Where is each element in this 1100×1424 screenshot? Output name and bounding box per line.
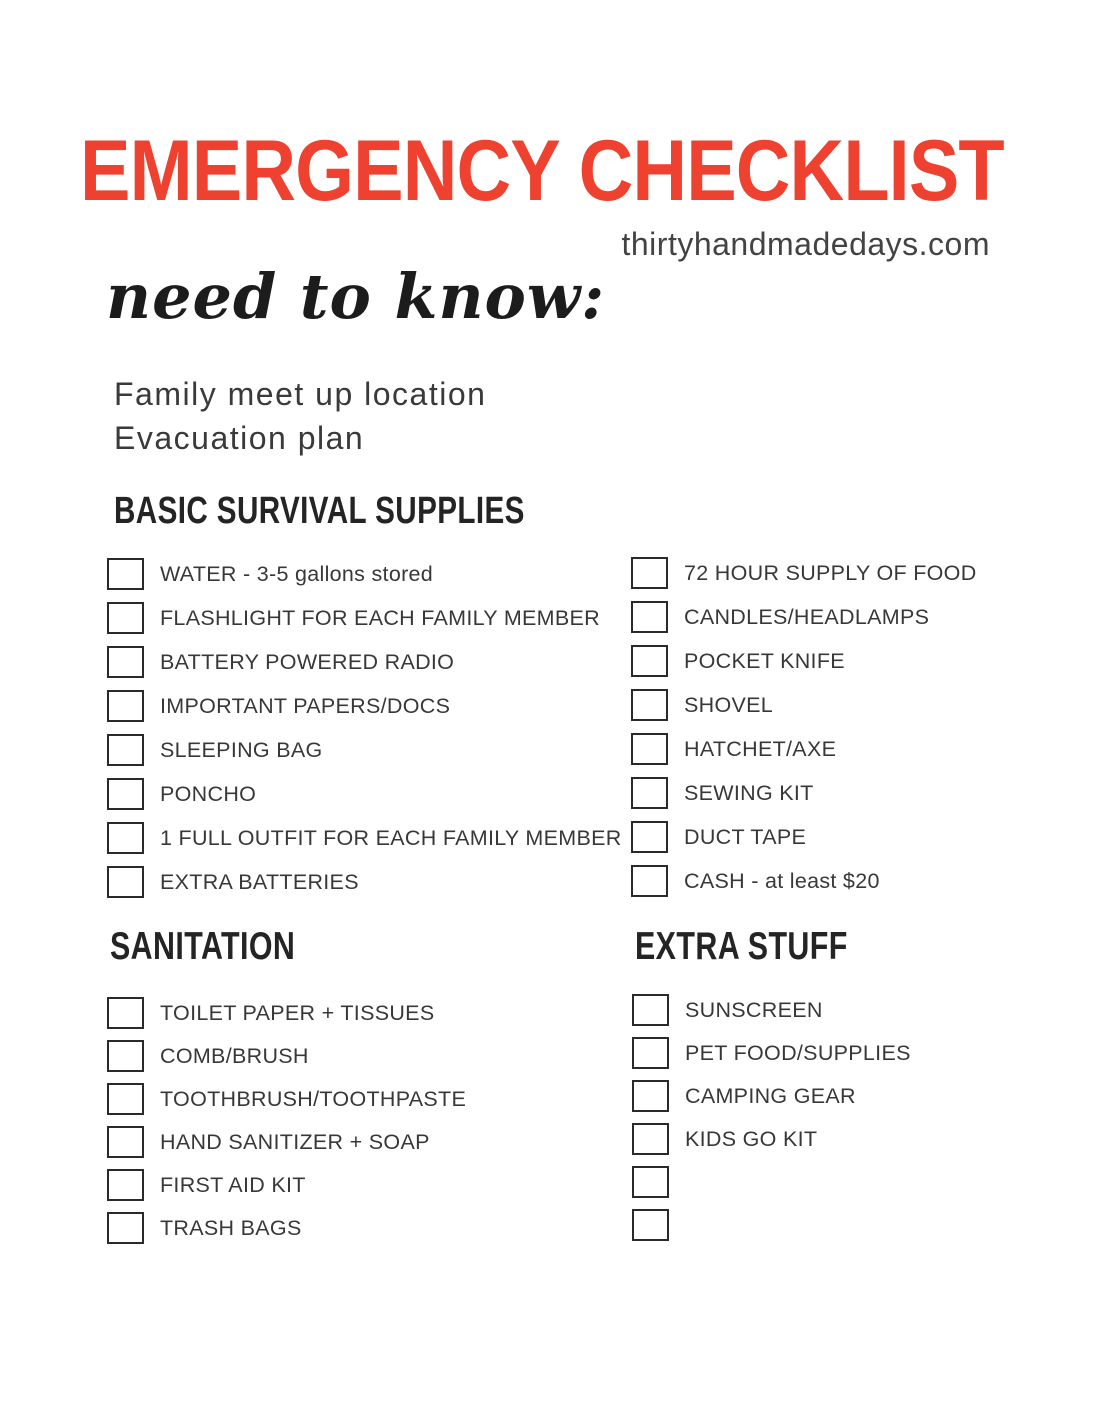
item-label: WATER - 3-5 gallons stored	[160, 561, 434, 586]
checklist-row	[632, 994, 911, 1026]
checkbox[interactable]	[631, 865, 668, 897]
item-label: SEWING KIT	[684, 780, 814, 805]
checkbox[interactable]	[107, 1083, 144, 1115]
basic-supplies-left-column	[107, 558, 622, 898]
item-label: SHOVEL	[684, 692, 774, 717]
checkbox[interactable]	[632, 1037, 669, 1069]
item-label: CAMPING GEAR	[685, 1083, 856, 1108]
checkbox[interactable]	[632, 1166, 669, 1198]
checkbox[interactable]	[631, 733, 668, 765]
item-label: TOOTHBRUSH/TOOTHPASTE	[160, 1086, 467, 1111]
sanitation-column	[107, 997, 466, 1244]
page-title: EMERGENCY CHECKLIST	[80, 123, 1004, 219]
checklist-row	[107, 1126, 466, 1158]
checklist-row	[631, 865, 977, 897]
checkbox[interactable]	[107, 1040, 144, 1072]
checklist-row	[107, 778, 622, 810]
checkbox[interactable]	[631, 601, 668, 633]
checkbox[interactable]	[107, 602, 144, 634]
checklist-row	[107, 1083, 466, 1115]
checkbox[interactable]	[631, 689, 668, 721]
checklist-row	[107, 690, 622, 722]
checkbox[interactable]	[632, 1123, 669, 1155]
checklist-row	[107, 602, 622, 634]
checkbox[interactable]	[107, 690, 144, 722]
checklist-row	[631, 777, 977, 809]
section-heading-sanitation: SANITATION	[110, 925, 296, 968]
checklist-row	[631, 689, 977, 721]
item-label: SUNSCREEN	[685, 997, 823, 1022]
item-label: CASH - at least $20	[684, 868, 880, 893]
checkbox[interactable]	[107, 1212, 144, 1244]
item-label: COMB/BRUSH	[160, 1043, 309, 1068]
checkbox[interactable]	[107, 1169, 144, 1201]
checklist-row	[107, 734, 622, 766]
checkbox[interactable]	[631, 557, 668, 589]
item-label: IMPORTANT PAPERS/DOCS	[160, 693, 451, 718]
item-label: HATCHET/AXE	[684, 736, 837, 761]
item-label: EXTRA BATTERIES	[160, 869, 359, 894]
checklist-row	[107, 1040, 466, 1072]
item-label: DUCT TAPE	[684, 824, 807, 849]
item-label: 1 FULL OUTFIT FOR EACH FAMILY MEMBER	[160, 825, 622, 850]
need-to-know-line: Evacuation plan	[114, 420, 365, 456]
item-label: POCKET KNIFE	[684, 648, 845, 673]
checkbox[interactable]	[631, 821, 668, 853]
checklist-row	[631, 645, 977, 677]
checklist-row	[632, 1037, 911, 1069]
checklist-row	[631, 557, 977, 589]
checklist-row	[107, 822, 622, 854]
item-label: PET FOOD/SUPPLIES	[685, 1040, 911, 1065]
item-label: 72 HOUR SUPPLY OF FOOD	[684, 560, 977, 585]
checklist-row	[631, 601, 977, 633]
item-label: HAND SANITIZER + SOAP	[160, 1129, 430, 1154]
item-label: TOILET PAPER + TISSUES	[160, 1000, 435, 1025]
need-to-know-heading: need to know:	[106, 260, 606, 333]
item-label: BATTERY POWERED RADIO	[160, 649, 455, 674]
section-heading-extra-stuff: EXTRA STUFF	[635, 925, 848, 968]
checklist-row	[632, 1123, 911, 1155]
item-label: CANDLES/HEADLAMPS	[684, 604, 930, 629]
checkbox[interactable]	[107, 822, 144, 854]
extra-stuff-column	[632, 994, 911, 1241]
website-url: thirtyhandmadedays.com	[621, 226, 990, 262]
checklist-row	[107, 1212, 466, 1244]
checkbox[interactable]	[107, 866, 144, 898]
checklist-row	[107, 1169, 466, 1201]
item-label: FIRST AID KIT	[160, 1172, 306, 1197]
checklist-row	[632, 1209, 911, 1241]
section-heading-basic-survival-supplies: BASIC SURVIVAL SUPPLIES	[114, 490, 525, 532]
item-label: KIDS GO KIT	[685, 1126, 818, 1151]
checklist-row	[107, 997, 466, 1029]
item-label: SLEEPING BAG	[160, 737, 323, 762]
item-label: FLASHLIGHT FOR EACH FAMILY MEMBER	[160, 605, 600, 630]
checklist-row	[107, 646, 622, 678]
checklist-row	[632, 1166, 911, 1198]
checkbox[interactable]	[107, 997, 144, 1029]
checkbox[interactable]	[107, 778, 144, 810]
need-to-know-line: Family meet up location	[114, 376, 487, 412]
checkbox[interactable]	[632, 1209, 669, 1241]
checklist-row	[107, 866, 622, 898]
checkbox[interactable]	[632, 994, 669, 1026]
need-to-know-lines	[114, 372, 486, 460]
checklist-row	[631, 733, 977, 765]
checkbox[interactable]	[631, 645, 668, 677]
checklist-row	[632, 1080, 911, 1112]
checkbox[interactable]	[107, 1126, 144, 1158]
checklist-row	[107, 558, 622, 590]
checkbox[interactable]	[107, 646, 144, 678]
checkbox[interactable]	[107, 558, 144, 590]
item-label: TRASH BAGS	[160, 1215, 302, 1240]
checkbox[interactable]	[631, 777, 668, 809]
item-label: PONCHO	[160, 781, 257, 806]
checklist-row	[631, 821, 977, 853]
checkbox[interactable]	[632, 1080, 669, 1112]
checkbox[interactable]	[107, 734, 144, 766]
basic-supplies-right-column	[631, 557, 977, 897]
